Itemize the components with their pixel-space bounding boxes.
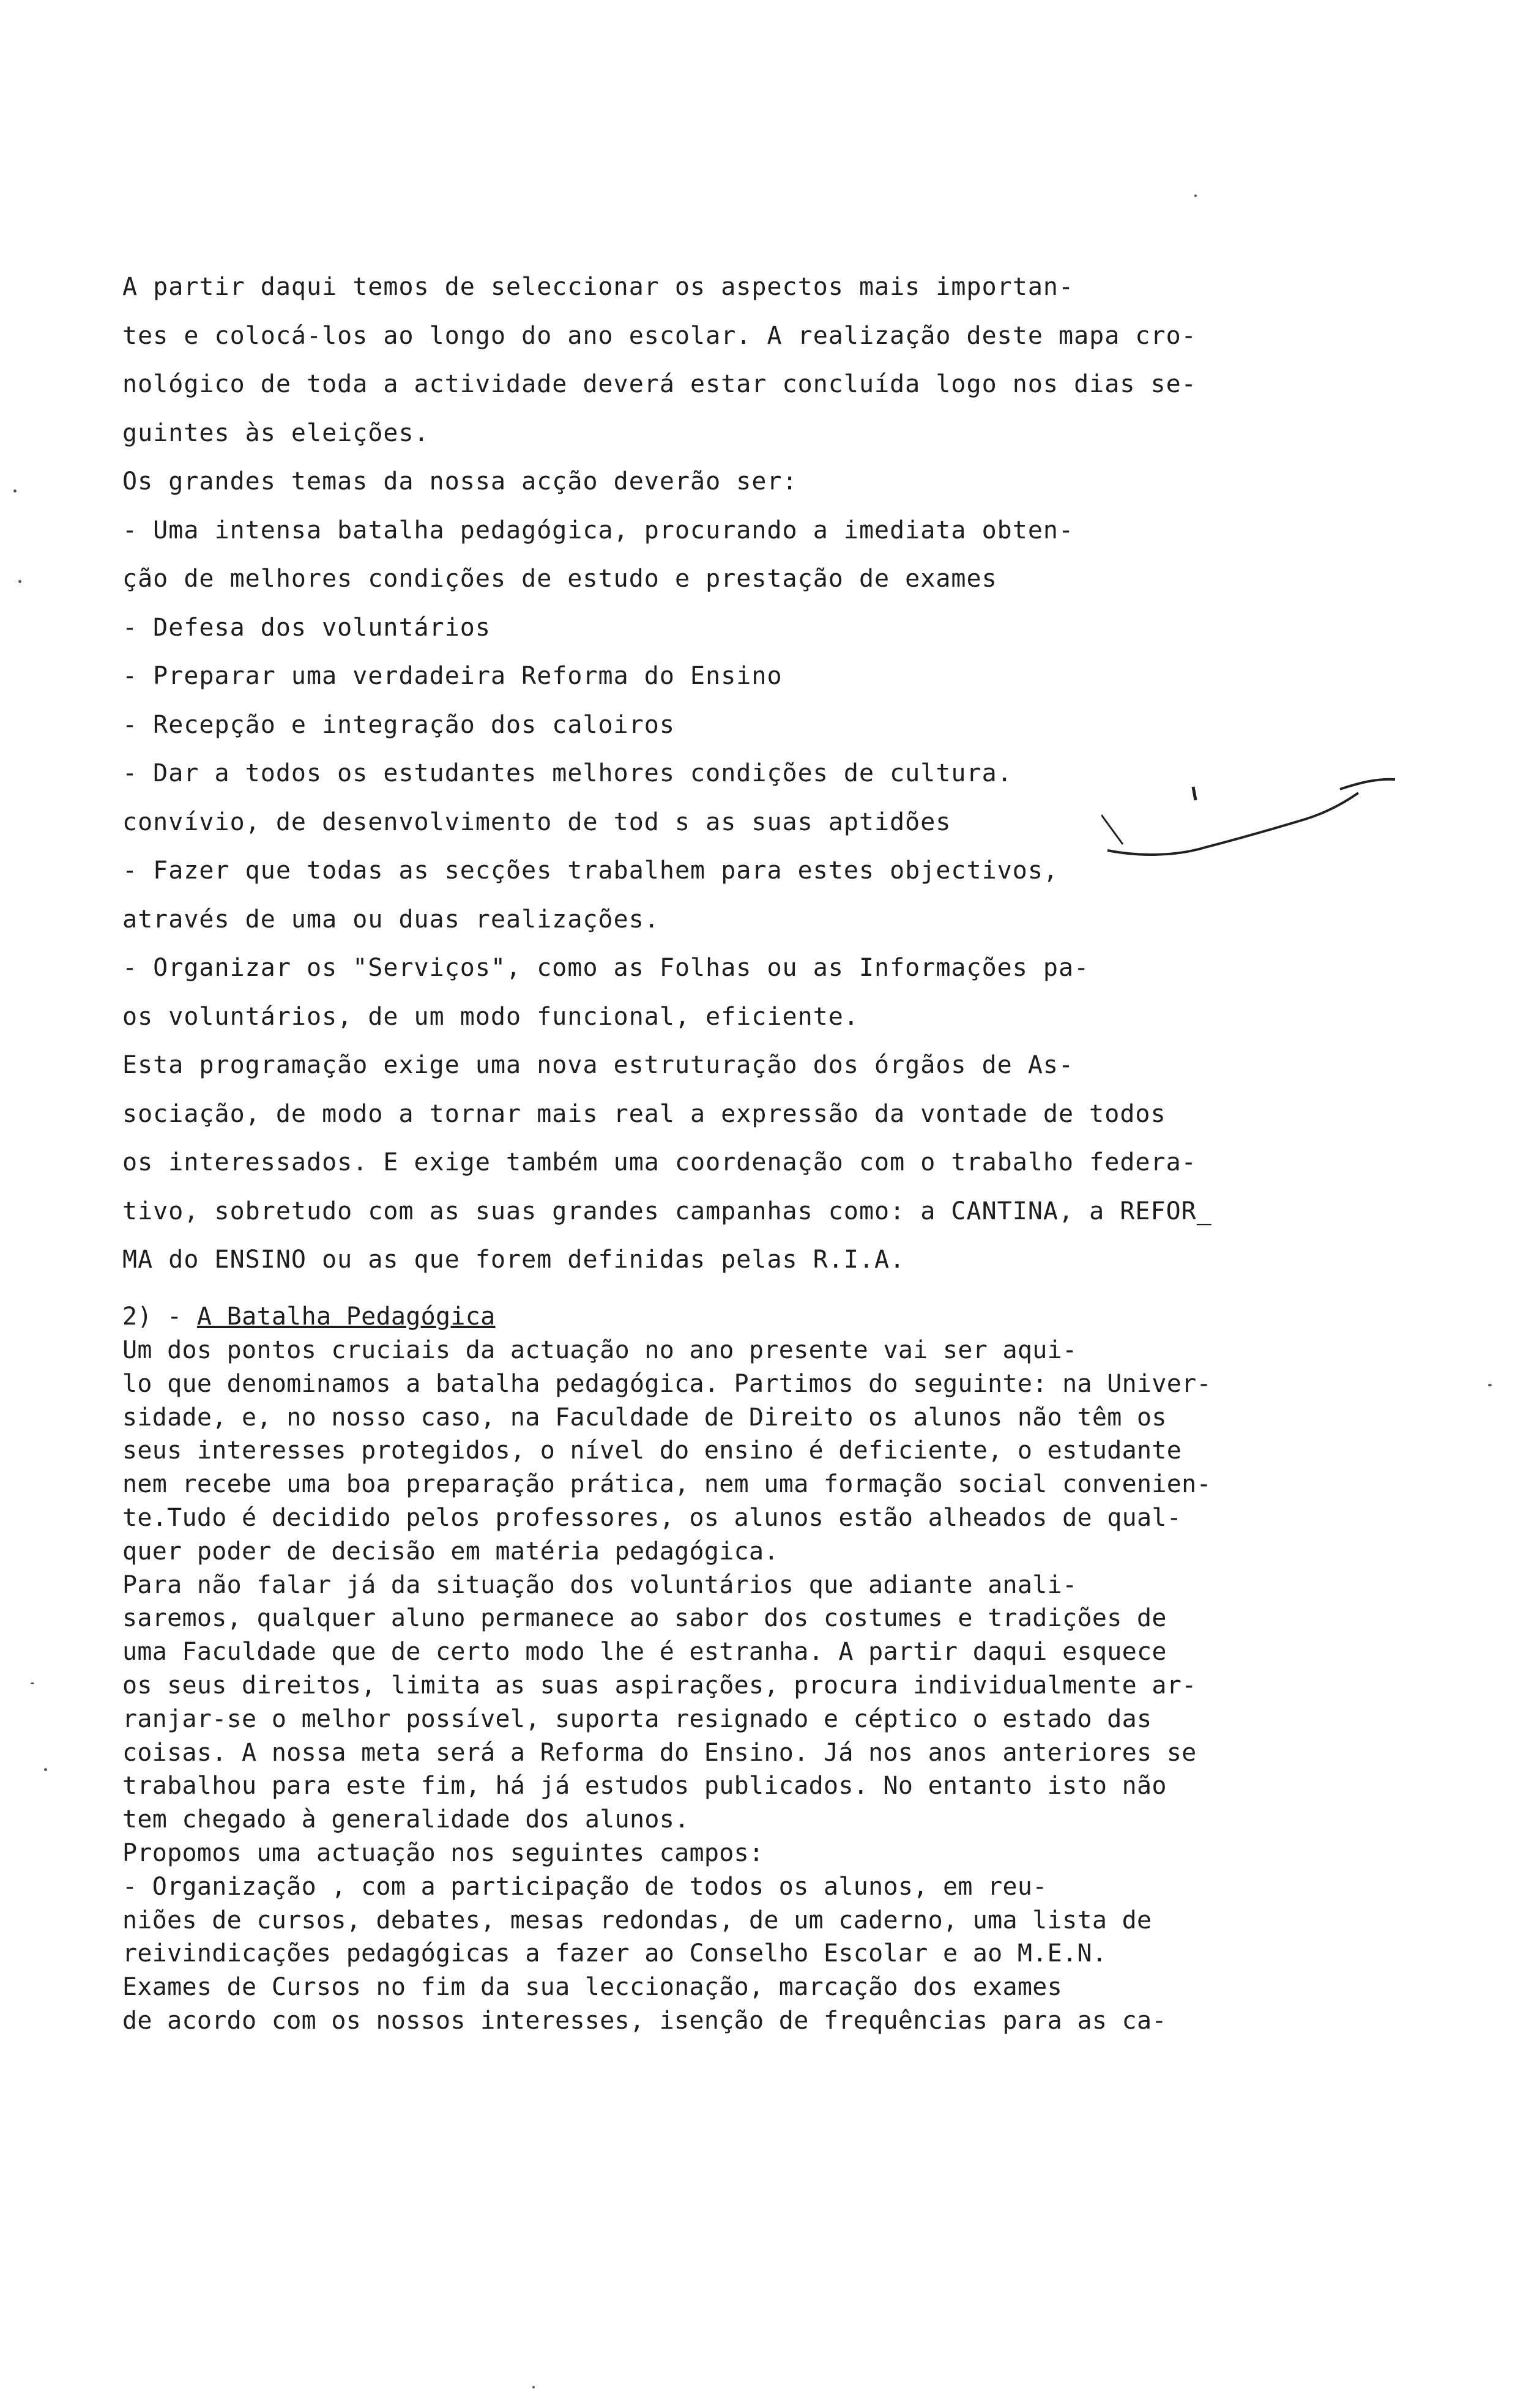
text-line: tivo, sobretudo com as suas grandes campanhas como: a CANTINA, a REFOR_ <box>122 1197 1212 1225</box>
heading-number: 2) - <box>122 1302 197 1331</box>
text-line: uma Faculdade que de certo modo lhe é estranha. A partir daqui esquece <box>122 1638 1167 1667</box>
text-line: ção de melhores condições de estudo e prestação de exames <box>122 565 997 593</box>
heading-title: A Batalha Pedagógica <box>196 1302 496 1331</box>
section-heading <box>122 1300 1413 1334</box>
text-line: nológico de toda a actividade deverá estar concluída logo nos dias se- <box>122 370 1197 398</box>
text-line: - Defesa dos voluntários <box>122 613 491 642</box>
text-line: trabalhou para este fim, há já estudos publicados. No entanto isto não <box>122 1772 1167 1800</box>
scan-speck <box>31 1682 34 1684</box>
text-line: nem recebe uma boa preparação prática, nem uma formação social convenien- <box>122 1470 1211 1499</box>
scan-speck <box>13 489 17 492</box>
text-line: sidade, e, no nosso caso, na Faculdade de Direito os alunos não têm os <box>122 1403 1167 1432</box>
text-line: - Uma intensa batalha pedagógica, procurando a imediata obten- <box>122 516 1074 544</box>
text-line: ranjar-se o melhor possível, suporta resignado e céptico o estado das <box>122 1704 1152 1733</box>
programme-section <box>122 263 1413 1285</box>
text-line: coisas. A nossa meta será a Reforma do Ensino. Já nos anos anteriores se <box>122 1738 1197 1767</box>
scan-speck <box>44 1768 47 1771</box>
text-line: - Organizar os "Serviços", como as Folhas ou as Informações pa- <box>122 954 1090 982</box>
text-line: - Recepção e integração dos caloiros <box>122 710 675 739</box>
text-line: - Fazer que todas as secções trabalhem para estes objectivos, <box>122 857 1059 885</box>
text-line: através de uma ou duas realizações. <box>122 905 660 934</box>
scan-speck <box>532 2386 535 2388</box>
text-line: os voluntários, de um modo funcional, eficiente. <box>122 1002 859 1031</box>
text-line: Os grandes temas da nossa acção deverão ser: <box>122 467 798 496</box>
text-line: niões de cursos, debates, mesas redondas, de um caderno, uma lista de <box>122 1906 1152 1934</box>
text-line: seus interesses protegidos, o nível do ensino é deficiente, o estudante <box>122 1436 1182 1465</box>
scan-speck <box>1194 195 1197 197</box>
text-line: - Organização , com a participação de todos os alunos, em reu- <box>122 1872 1048 1901</box>
text-line: te.Tudo é decidido pelos professores, os alunos estão alheados de qual- <box>122 1503 1182 1532</box>
text-line: saremos, qualquer aluno permanece ao sabor dos costumes e tradições de <box>122 1604 1167 1633</box>
text-line: - Preparar uma verdadeira Reforma do Ensino <box>122 662 783 690</box>
text-line: guintes às eleições. <box>122 418 430 447</box>
text-line: MA do ENSINO ou as que forem definidas pelas R.I.A. <box>122 1246 906 1274</box>
text-line: reivindicações pedagógicas a fazer ao Conselho Escolar e ao M.E.N. <box>122 1939 1107 1968</box>
text-line: os interessados. E exige também uma coordenação com o trabalho federa- <box>122 1148 1197 1176</box>
text-line: quer poder de decisão em matéria pedagógica. <box>122 1537 779 1566</box>
scan-speck <box>1488 1384 1492 1386</box>
pedagogical-battle-section <box>122 1334 1413 2038</box>
text-line: sociação, de modo a tornar mais real a expressão da vontade de todos <box>122 1099 1166 1128</box>
text-line: tes e colocá-los ao longo do ano escolar. A realização deste mapa cro- <box>122 321 1197 350</box>
text-line: convívio, de desenvolvimento de tod s as suas aptidões <box>122 808 951 836</box>
text-line: Exames de Cursos no fim da sua leccionação, marcação dos exames <box>122 1973 1063 2002</box>
text-line: de acordo com os nossos interesses, isenção de frequências para as ca- <box>122 2006 1167 2035</box>
text-line: os seus direitos, limita as suas aspirações, procura individualmente ar- <box>122 1671 1197 1700</box>
text-line: A partir daqui temos de seleccionar os aspectos mais importan- <box>122 273 1074 301</box>
text-line: - Dar a todos os estudantes melhores condições de cultura. <box>122 759 1013 787</box>
text-line: lo que denominamos a batalha pedagógica. Partimos do seguinte: na Univer- <box>122 1369 1211 1398</box>
scan-speck <box>18 580 21 583</box>
text-line: Para não falar já da situação dos voluntários que adiante anali- <box>122 1570 1077 1599</box>
text-line: Um dos pontos cruciais da actuação no ano presente vai ser aqui- <box>122 1336 1077 1364</box>
text-line: Esta programação exige uma nova estruturação dos órgãos de As- <box>122 1051 1074 1079</box>
text-line: tem chegado à generalidade dos alunos. <box>122 1805 690 1834</box>
text-line: Propomos uma actuação nos seguintes campos: <box>122 1838 764 1867</box>
